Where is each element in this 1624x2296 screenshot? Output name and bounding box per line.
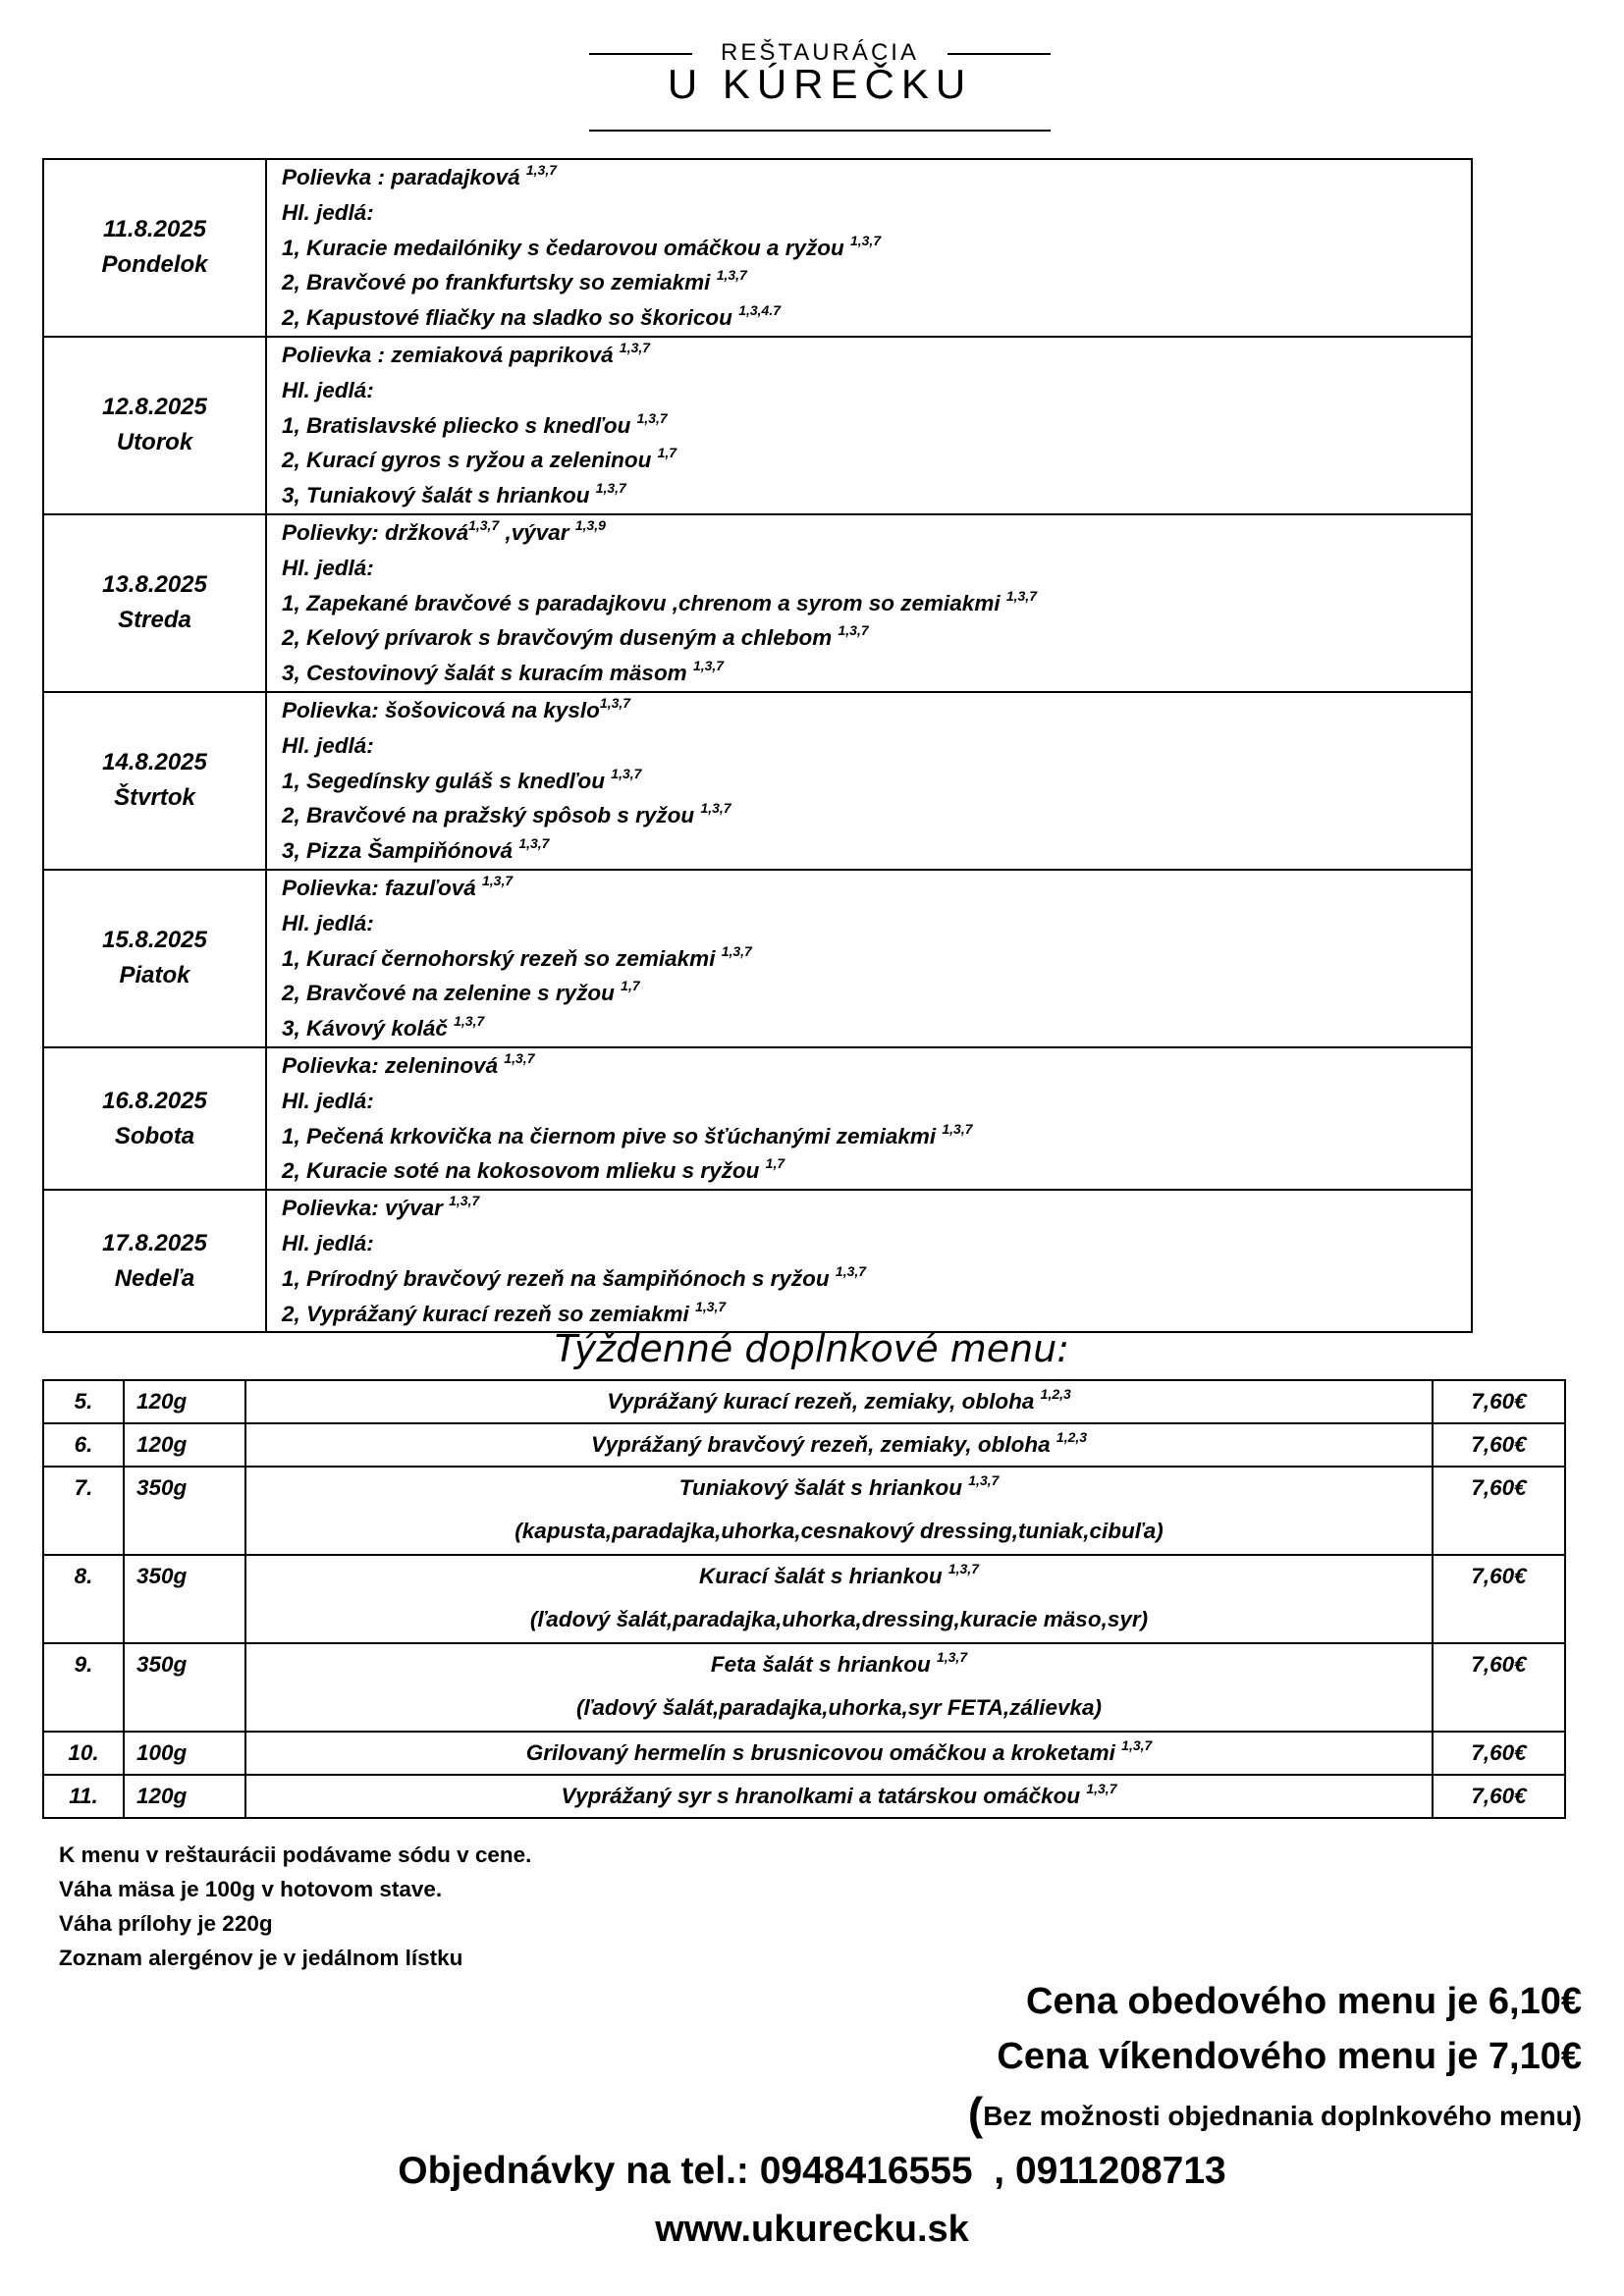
allergen-codes: 1,7	[621, 978, 640, 994]
item-price: 7,60€	[1471, 1475, 1527, 1500]
item-weight: 350g	[136, 1475, 188, 1500]
weekly-row	[43, 1732, 1565, 1775]
weekly-row	[43, 1555, 1565, 1643]
day-date-cell	[43, 1190, 266, 1332]
allergen-codes: 1,3,7	[599, 694, 631, 711]
allergen-codes: 1,2,3	[1056, 1429, 1088, 1445]
meal-line	[282, 265, 1471, 300]
meal-line	[282, 1297, 1471, 1332]
meal-line	[282, 656, 1471, 691]
allergen-codes: 1,3,7	[454, 1013, 485, 1030]
meal-line	[282, 515, 1471, 551]
item-name-text: Tuniakový šalát s hriankou	[678, 1475, 969, 1500]
meal-text: Polievka: vývar	[282, 1196, 450, 1221]
meal-text: Polievka: šošovicová na kyslo	[282, 697, 600, 722]
item-number: 8.	[74, 1564, 93, 1588]
meal-text: Polievka : paradajková	[282, 165, 526, 189]
weekly-row	[43, 1423, 1565, 1467]
allergen-codes: 1,3,7	[636, 409, 668, 426]
day-date-cell	[43, 159, 266, 337]
restaurant-logo	[589, 29, 1051, 107]
day-date-cell	[43, 1047, 266, 1190]
day-row	[43, 870, 1472, 1047]
daily-menu-table	[42, 158, 1473, 1333]
item-name	[246, 1381, 1432, 1422]
allergen-codes: 1,3,7	[849, 232, 882, 248]
day-date: 13.8.2025	[102, 571, 207, 599]
item-weight: 350g	[136, 1564, 188, 1588]
item-number: 5.	[74, 1389, 93, 1414]
meal-line	[282, 478, 1471, 513]
meal-text: 1, Kuracie medailóniky s čedarovou omáčkou a ryžou	[282, 235, 850, 260]
meal-line	[282, 871, 1471, 906]
item-price-cell	[1433, 1732, 1565, 1775]
weekly-menu-title: Týždenné doplnkové menu:	[554, 1327, 1070, 1370]
item-price: 7,60€	[1471, 1564, 1527, 1588]
note-soda: K menu v reštaurácii podávame sódu v cene.	[59, 1842, 532, 1867]
item-weight-cell	[124, 1467, 245, 1555]
meal-text: 1, Zapekané bravčové s paradajkovu ,chrenom a syrom so zemiakmi	[282, 590, 1006, 615]
weekly-row	[43, 1380, 1565, 1423]
item-price: 7,60€	[1471, 1740, 1527, 1765]
meal-line	[282, 941, 1471, 977]
item-description: (kapusta,paradajka,uhorka,cesnakový dressing,tuniak,cibuľa)	[514, 1519, 1164, 1543]
meal-text: Hl. jedlá:	[282, 377, 374, 402]
item-price: 7,60€	[1471, 1389, 1527, 1414]
note-meat-weight: Váha mäsa je 100g v hotovom stave.	[59, 1877, 443, 1901]
item-number-cell	[43, 1555, 124, 1643]
meal-text: 2, Kuracie soté na kokosovom mlieku s ryžou	[282, 1158, 766, 1184]
item-name-cell	[245, 1423, 1433, 1467]
item-name-text: Feta šalát s hriankou	[710, 1652, 937, 1677]
weekend-note-text: Bez možnosti objednania doplnkového menu)	[983, 2101, 1582, 2131]
day-date-cell	[43, 337, 266, 514]
day-date: 14.8.2025	[102, 749, 207, 776]
meal-line	[282, 798, 1471, 833]
meal-line	[282, 551, 1471, 586]
allergen-codes: 1,3,7	[835, 1262, 867, 1279]
item-weight: 120g	[136, 1432, 188, 1457]
weekend-note	[968, 2087, 1582, 2140]
meal-line	[282, 728, 1471, 764]
meal-text: 1, Bratislavské pliecko s knedľou	[282, 412, 637, 438]
meal-line	[282, 833, 1471, 869]
day-date-cell	[43, 692, 266, 870]
item-price-cell	[1433, 1643, 1565, 1732]
allergen-codes: 1,3,7	[936, 1649, 968, 1665]
meal-line	[282, 1048, 1471, 1084]
allergen-codes: 1,3,7	[504, 1049, 535, 1066]
meal-line	[282, 1011, 1471, 1046]
item-price-cell	[1433, 1555, 1565, 1643]
day-row	[43, 514, 1472, 692]
logo-subtitle: REŠTAURÁCIA	[721, 39, 919, 66]
meal-line	[282, 906, 1471, 941]
meal-line	[282, 1119, 1471, 1154]
item-name-text: Kurací šalát s hriankou	[699, 1564, 948, 1588]
meal-text: Hl. jedlá:	[282, 1230, 374, 1255]
meal-text: Hl. jedlá:	[282, 1088, 374, 1113]
meal-text: 2, Kapustové fliačky na sladko so škoricou	[282, 305, 739, 331]
meal-text: 1, Pečená krkovička na čiernom pive so šťúchanými zemiakmi	[282, 1123, 943, 1148]
lunch-menu-price: Cena obedového menu je 6,10€	[1026, 1981, 1582, 2022]
item-name-text: Vyprážaný kurací rezeň, zemiaky, obloha	[607, 1389, 1041, 1414]
allergen-codes: 1,3,7	[968, 1472, 1000, 1488]
allergen-codes: 1,3,7	[619, 339, 651, 355]
allergen-codes: 1,3,7	[838, 622, 869, 639]
item-weight-cell	[124, 1423, 245, 1467]
allergen-codes: 1,3,7	[595, 480, 626, 497]
meal-line	[282, 373, 1471, 408]
item-weight: 350g	[136, 1652, 188, 1677]
allergen-codes: 1,7	[657, 445, 677, 461]
item-weight: 120g	[136, 1784, 188, 1808]
item-name-text: Grilovaný hermelín s brusnicovou omáčkou a kroketami	[525, 1740, 1122, 1765]
item-number-cell	[43, 1775, 124, 1818]
day-name: Piatok	[119, 962, 190, 989]
item-name-cell	[245, 1643, 1433, 1732]
day-date-cell	[43, 514, 266, 692]
allergen-codes: 1,7	[765, 1155, 785, 1172]
meal-line	[282, 300, 1471, 336]
meal-text: Polievka: zeleninová	[282, 1052, 505, 1078]
item-weight-cell	[124, 1555, 245, 1643]
weekend-menu-price: Cena víkendového menu je 7,10€	[997, 2036, 1582, 2077]
meal-text: 2, Vyprážaný kurací rezeň so zemiakmi	[282, 1301, 696, 1326]
meal-text: Hl. jedlá:	[282, 555, 374, 580]
item-name	[246, 1733, 1432, 1774]
item-name-cell	[245, 1732, 1433, 1775]
meal-line	[282, 408, 1471, 444]
day-row	[43, 159, 1472, 337]
meal-text: 2, Bravčové na pražský spôsob s ryžou	[282, 803, 701, 828]
meal-line	[282, 1261, 1471, 1297]
item-weight-cell	[124, 1643, 245, 1732]
item-weight-cell	[124, 1732, 245, 1775]
meal-text: 3, Pizza Šampiňónová	[282, 838, 519, 864]
item-weight-cell	[124, 1775, 245, 1818]
meal-text: 1, Kurací černohorský rezeň so zemiakmi	[282, 945, 722, 971]
item-number-cell	[43, 1732, 124, 1775]
item-description: (ľadový šalát,paradajka,uhorka,syr FETA,zálievka)	[576, 1695, 1102, 1720]
day-name: Nedeľa	[114, 1264, 195, 1292]
meal-line	[282, 1226, 1471, 1261]
note-side-weight: Váha prílohy je 220g	[59, 1911, 273, 1936]
day-date-cell	[43, 870, 266, 1047]
item-number-cell	[43, 1467, 124, 1555]
item-price: 7,60€	[1471, 1432, 1527, 1457]
day-row	[43, 1047, 1472, 1190]
allergen-codes: 1,3,7	[1086, 1781, 1117, 1796]
meal-line	[282, 620, 1471, 656]
allergen-codes: 1,3,7	[947, 1561, 979, 1576]
item-number: 10.	[68, 1740, 99, 1765]
meal-line	[282, 976, 1471, 1011]
day-name: Štvrtok	[114, 784, 195, 812]
meal-line	[282, 338, 1471, 373]
day-date: 16.8.2025	[102, 1087, 207, 1114]
meal-line	[282, 443, 1471, 478]
meal-text: 3, Tuniakový šalát s hriankou	[282, 483, 596, 508]
order-phone-numbers: Objednávky na tel.: 0948416555 , 0911208713	[398, 2150, 1226, 2192]
item-number-cell	[43, 1423, 124, 1467]
meal-line	[282, 1191, 1471, 1226]
allergen-codes: 1,3,7	[449, 1193, 480, 1209]
day-row	[43, 337, 1472, 514]
day-date: 17.8.2025	[102, 1229, 207, 1256]
item-name	[246, 1644, 1432, 1685]
weekly-row	[43, 1467, 1565, 1555]
allergen-codes: 1,3,7	[481, 872, 514, 888]
meal-text: Polievka: fazuľová	[282, 875, 482, 900]
allergen-codes: 1,3,7	[942, 1120, 973, 1137]
day-meals-cell	[266, 337, 1472, 514]
allergen-codes: 1,3,7	[692, 658, 725, 674]
day-name: Streda	[118, 607, 191, 634]
meal-text: Hl. jedlá:	[282, 199, 374, 225]
meal-text: 2, Bravčové po frankfurtsky so zemiakmi	[282, 270, 717, 295]
day-meals-cell	[266, 870, 1472, 1047]
allergen-codes: 1,3,7	[468, 516, 500, 533]
meal-text: 3, Cestovinový šalát s kuracím mäsom	[282, 661, 693, 686]
day-meals-cell	[266, 692, 1472, 870]
day-meals-cell	[266, 1190, 1472, 1332]
item-number: 9.	[74, 1652, 93, 1677]
item-name	[246, 1556, 1432, 1597]
day-date: 11.8.2025	[103, 216, 206, 243]
meal-line	[282, 586, 1471, 621]
meal-line	[282, 764, 1471, 799]
weekly-menu-table	[42, 1379, 1566, 1819]
allergen-codes: 1,3,7	[695, 1298, 727, 1314]
item-price-cell	[1433, 1423, 1565, 1467]
weekly-row	[43, 1643, 1565, 1732]
meal-text: 2, Bravčové na zelenine s ryžou	[282, 981, 622, 1006]
item-weight-cell	[124, 1380, 245, 1423]
item-number-cell	[43, 1380, 124, 1423]
meal-text: Hl. jedlá:	[282, 732, 374, 758]
weekly-row	[43, 1775, 1565, 1818]
item-name-text: Vyprážaný syr s hranolkami a tatárskou omáčkou	[561, 1784, 1087, 1808]
allergen-codes: 1,3,9	[574, 516, 606, 533]
meal-text: Polievky: držková	[282, 519, 469, 545]
day-meals-cell	[266, 1047, 1472, 1190]
meal-line	[282, 231, 1471, 266]
allergen-codes: 1,3,7	[721, 942, 752, 959]
allergen-codes: 1,3,7	[1121, 1737, 1153, 1753]
day-name: Sobota	[114, 1122, 195, 1149]
item-weight: 120g	[136, 1389, 188, 1414]
allergen-codes: 1,3,7	[700, 800, 731, 817]
item-number: 6.	[74, 1432, 93, 1457]
item-description: (ľadový šalát,paradajka,uhorka,dressing,kuracie mäso,syr)	[529, 1607, 1149, 1631]
item-price-cell	[1433, 1380, 1565, 1423]
day-date: 12.8.2025	[102, 394, 207, 421]
item-name	[246, 1424, 1432, 1466]
item-number-cell	[43, 1643, 124, 1732]
meal-text: ,vývar	[499, 519, 575, 545]
day-row	[43, 1190, 1472, 1332]
item-name-cell	[245, 1555, 1433, 1643]
meal-text: Hl. jedlá:	[282, 910, 374, 935]
meal-text: 3, Kávový koláč	[282, 1016, 455, 1041]
meal-line	[282, 160, 1471, 195]
meal-text: Polievka : zemiaková papriková	[282, 342, 620, 367]
item-name-cell	[245, 1467, 1433, 1555]
item-price: 7,60€	[1471, 1652, 1527, 1677]
item-name-cell	[245, 1775, 1433, 1818]
day-name: Pondelok	[101, 251, 208, 279]
day-date: 15.8.2025	[102, 927, 207, 954]
meal-line	[282, 693, 1471, 728]
day-row	[43, 692, 1472, 870]
allergen-codes: 1,3,7	[716, 267, 747, 284]
meal-text: 1, Segedínsky guláš s knedľou	[282, 768, 612, 793]
allergen-codes: 1,3,7	[525, 162, 558, 178]
day-meals-cell	[266, 514, 1472, 692]
item-number: 7.	[74, 1475, 93, 1500]
logo-underline	[589, 130, 1051, 132]
weekend-note-paren: (	[967, 2088, 984, 2139]
meal-text: 2, Kelový prívarok s bravčovým duseným a chlebom	[282, 625, 839, 651]
website-link[interactable]: www.ukurecku.sk	[655, 2209, 969, 2250]
logo-title: U KÚREČKU	[667, 61, 973, 107]
allergen-codes: 1,3,7	[611, 765, 642, 781]
notes	[59, 1838, 531, 1975]
item-name	[246, 1776, 1432, 1817]
item-price: 7,60€	[1471, 1784, 1527, 1808]
item-weight: 100g	[136, 1740, 188, 1765]
meal-line	[282, 195, 1471, 231]
meal-text: 2, Kurací gyros s ryžou a zeleninou	[282, 448, 658, 473]
allergen-codes: 1,2,3	[1040, 1386, 1071, 1402]
allergen-codes: 1,3,7	[1005, 587, 1037, 604]
meal-line	[282, 1153, 1471, 1189]
item-name-cell	[245, 1380, 1433, 1423]
allergen-codes: 1,3,4.7	[738, 302, 782, 319]
note-allergens: Zoznam alergénov je v jedálnom lístku	[59, 1946, 463, 1970]
item-number: 11.	[69, 1784, 98, 1808]
item-name-text: Vyprážaný bravčový rezeň, zemiaky, obloha	[590, 1432, 1056, 1457]
item-price-cell	[1433, 1775, 1565, 1818]
day-meals-cell	[266, 159, 1472, 337]
item-price-cell	[1433, 1467, 1565, 1555]
item-name	[246, 1468, 1432, 1509]
allergen-codes: 1,3,7	[518, 835, 550, 852]
day-name: Utorok	[116, 429, 193, 456]
meal-text: 1, Prírodný bravčový rezeň na šampiňónoch s ryžou	[282, 1265, 836, 1291]
meal-line	[282, 1084, 1471, 1119]
